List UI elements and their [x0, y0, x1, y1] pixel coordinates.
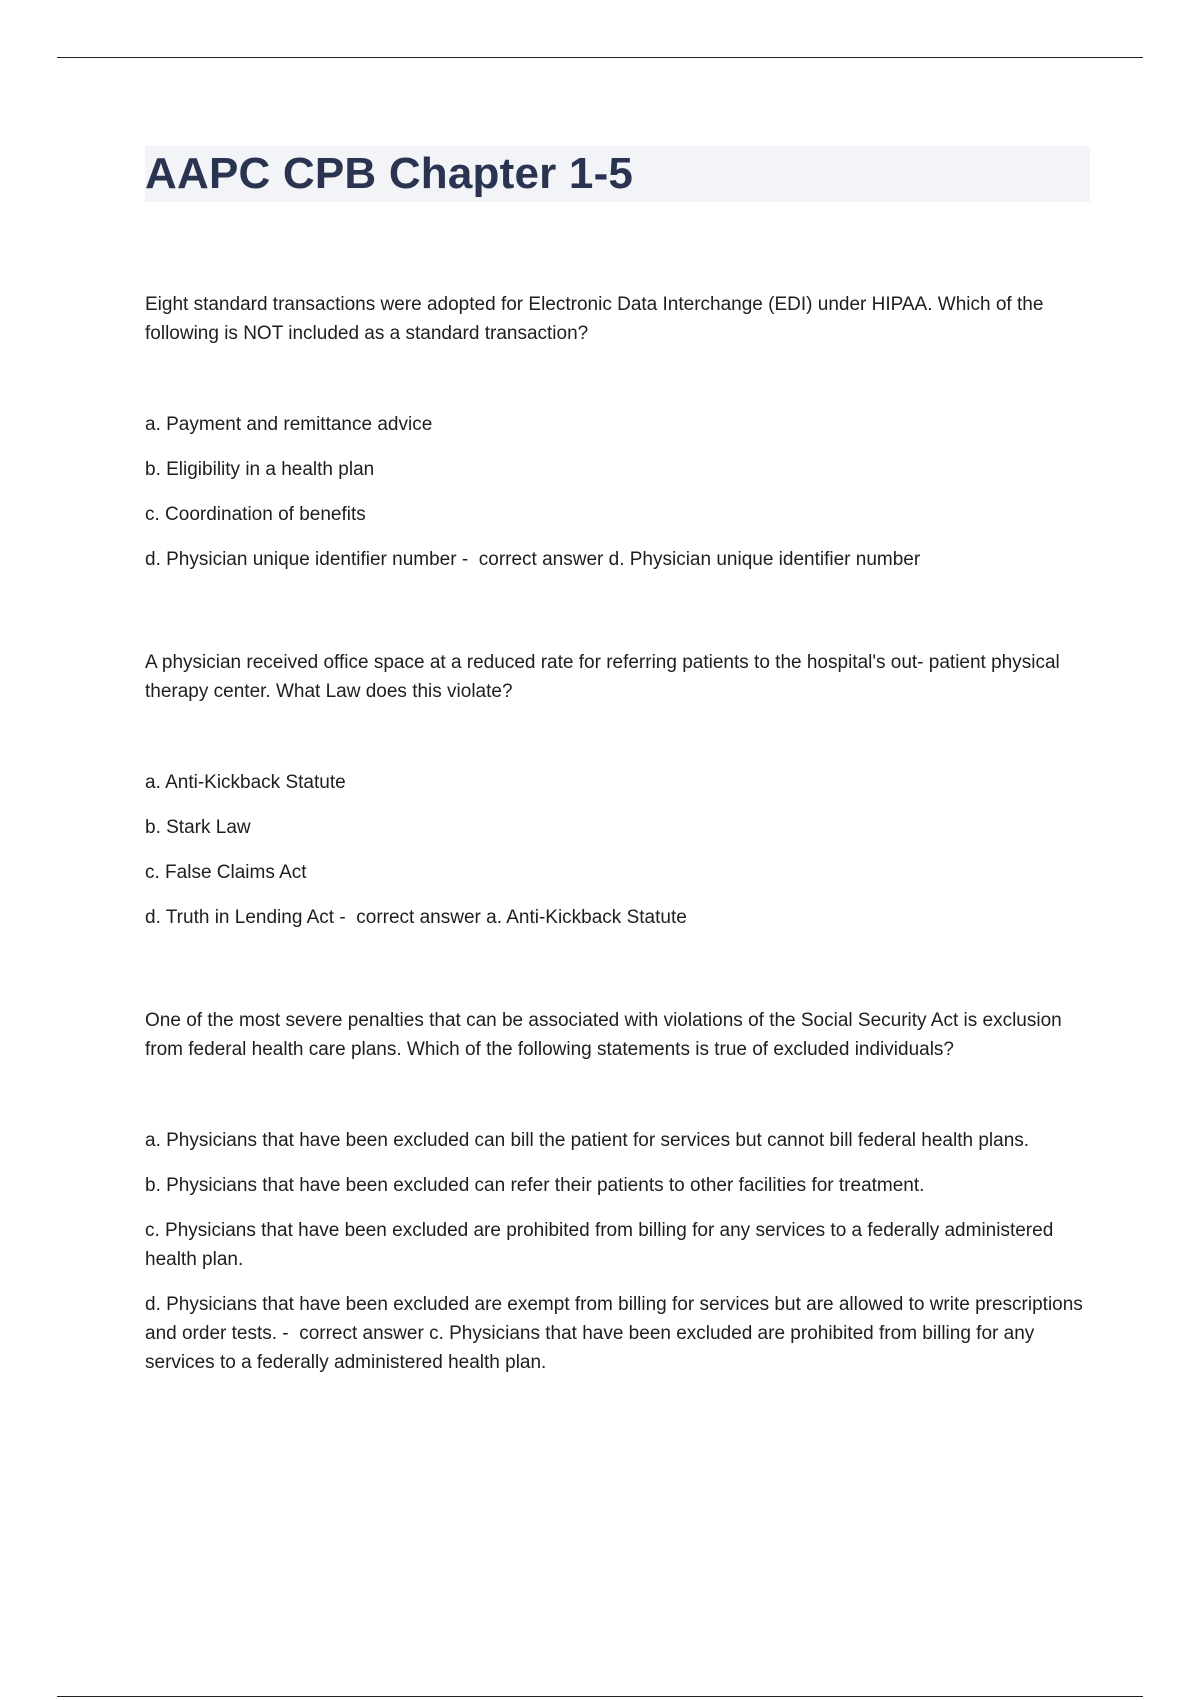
option-d-with-answer — [145, 1290, 1090, 1377]
question-3 — [145, 1006, 1090, 1377]
document-body — [145, 146, 1090, 1377]
option-d-with-answer — [145, 903, 1090, 932]
bottom-rule — [57, 1696, 1143, 1697]
option-b: b. Physicians that have been excluded can refer their patients to other facilities for treatment. — [145, 1175, 925, 1196]
option-d: d. Truth in Lending Act — [145, 907, 335, 928]
option-a: a. Physicians that have been excluded can bill the patient for services but cannot bill federal health plans. — [145, 1130, 1030, 1151]
answer-separator: - — [456, 549, 479, 570]
option-d: d. Physician unique identifier number — [145, 549, 457, 570]
correct-answer: correct answer d. Physician unique identifier number — [478, 549, 921, 570]
option-c: c. Physicians that have been excluded are prohibited from billing for any services to a federally administered health plan. — [145, 1220, 1054, 1270]
answer-separator: - — [277, 1323, 300, 1344]
option-d: d. Physicians that have been excluded are exempt from billing for services but are allowed to write prescriptions and order tests. — [145, 1294, 1083, 1344]
option-b: b. Eligibility in a health plan — [145, 459, 375, 480]
question-text: Eight standard transactions were adopted for Electronic Data Interchange (EDI) under HIPAA. Which of the following is NOT included as a standard transaction? — [145, 294, 1044, 344]
option-d-with-answer — [145, 545, 1090, 574]
option-c: c. False Claims Act — [145, 862, 307, 883]
option-b: b. Stark Law — [145, 817, 251, 838]
question-2 — [145, 648, 1090, 932]
correct-answer: correct answer a. Anti-Kickback Statute — [356, 907, 687, 928]
page-title: AAPC CPB Chapter 1-5 — [145, 149, 634, 198]
correct-answer: correct answer c. Physicians that have been excluded are prohibited from billing for any services to a federally administered health plan. — [145, 1323, 1035, 1373]
options-list — [145, 768, 1090, 932]
question-1 — [145, 290, 1090, 574]
top-rule — [57, 57, 1143, 58]
answer-separator: - — [334, 907, 357, 928]
options-list — [145, 1126, 1090, 1377]
option-c: c. Coordination of benefits — [145, 504, 366, 525]
option-a: a. Payment and remittance advice — [145, 414, 433, 435]
option-a: a. Anti-Kickback Statute — [145, 772, 346, 793]
question-text: One of the most severe penalties that can be associated with violations of the Social Security Act is exclusion from federal health care plans. Which of the following statements is true of excluded individuals? — [145, 1010, 1062, 1060]
options-list — [145, 410, 1090, 574]
question-text: A physician received office space at a reduced rate for referring patients to the hospital's out- patient physical therapy center. What Law does this violate? — [145, 652, 1060, 702]
title-bar — [145, 146, 1090, 202]
